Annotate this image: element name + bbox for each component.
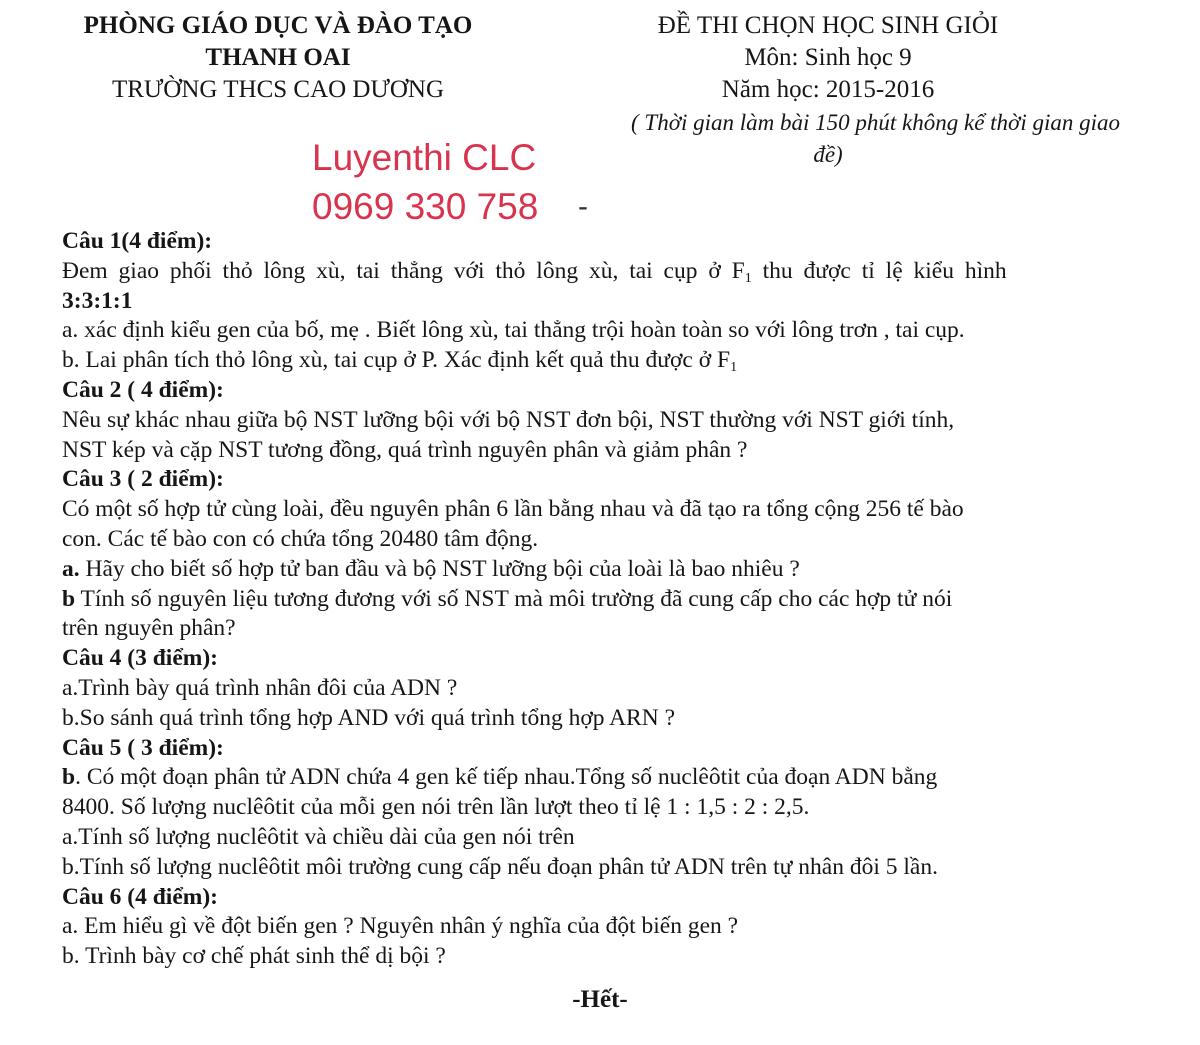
- question-5-part-b: b.Tính số lượng nuclêôtit môi trường cung cấp nếu đoạn phân tử ADN trên tự nhân đôi 5 lần.: [62, 853, 938, 880]
- question-3-line2: con. Các tế bào con có chứa tổng 20480 tâm động.: [62, 525, 539, 552]
- question-3-part-b-line2: trên nguyên phân?: [62, 615, 236, 642]
- question-2-title: Câu 2 ( 4 điểm):: [62, 376, 224, 403]
- watermark-name: Luyenthi CLC: [312, 137, 537, 178]
- exam-header: [530, 10, 1126, 170]
- part-label: b: [62, 585, 76, 612]
- question-1-part-b-text: b. Lai phân tích thỏ lông xù, tai cụp ở P. Xác định kết quả thu được ở F: [62, 347, 731, 374]
- question-4-part-b: b.So sánh quá trình tổng hợp AND với quá trình tổng hợp ARN ?: [62, 704, 676, 731]
- school-name: TRƯỜNG THCS CAO DƯƠNG: [111, 76, 445, 103]
- watermark-phone: 0969 330 758: [312, 186, 539, 227]
- exam-subject: Môn: Sinh học 9: [744, 44, 912, 71]
- question-1-part-b: [62, 346, 1112, 376]
- question-4-part-a: a.Trình bày quá trình nhân đôi của ADN ?: [62, 674, 458, 701]
- question-2-line1: Nêu sự khác nhau giữa bộ NST lưỡng bội với bộ NST đơn bội, NST thường với NST giới tính,: [62, 406, 955, 433]
- end-mark: -Hết-: [572, 986, 628, 1013]
- question-3-line1: Có một số hợp tử cùng loài, đều nguyên phân 6 lần bằng nhau và đã tạo ra tổng cộng 256 tế bào: [62, 496, 964, 523]
- question-4-title: Câu 4 (3 điểm):: [62, 645, 218, 672]
- question-6-title: Câu 6 (4 điểm):: [62, 883, 218, 910]
- question-2-line2: NST kép và cặp NST tương đồng, quá trình nguyên phân và giảm phân ?: [62, 436, 748, 463]
- question-1-text-b: thu được tỉ lệ kiểu hình: [751, 257, 1007, 284]
- question-5-part-a: a.Tính số lượng nuclêôtit và chiều dài của gen nói trên: [62, 823, 575, 850]
- question-1-text: [62, 257, 1112, 287]
- question-3-title: Câu 3 ( 2 điểm):: [62, 466, 224, 493]
- part-label: b: [62, 764, 76, 791]
- question-5-intro-line1: [62, 763, 1112, 793]
- question-5-intro-text: . Có một đoạn phân tử ADN chứa 4 gen kế tiếp nhau.Tổng số nuclêôtit của đoạn ADN bằng: [75, 764, 938, 791]
- question-3-part-b-line1: [62, 585, 1112, 615]
- question-6-part-b: b. Trình bày cơ chế phát sinh thể dị bội ?: [62, 943, 446, 970]
- time-note-line1: ( Thời gian làm bài 150 phút không kể thời gian giao: [631, 110, 1120, 135]
- question-1-part-a: a. xác định kiểu gen của bố, mẹ . Biết lông xù, tai thẳng trội hoàn toàn so với lông trơn , tai cụp.: [62, 317, 965, 344]
- question-5-title: Câu 5 ( 3 điểm):: [62, 734, 224, 761]
- question-1-ratio: 3:3:1:1: [62, 287, 133, 314]
- question-6-part-a: a. Em hiểu gì về đột biến gen ? Nguyên nhân ý nghĩa của đột biến gen ?: [62, 913, 739, 940]
- question-1-text-a: Đem giao phối thỏ lông xù, tai thẳng với thỏ lông xù, tai cụp ở F: [62, 257, 745, 284]
- subscript: 1: [730, 360, 738, 376]
- part-label: a.: [62, 555, 80, 582]
- question-3-part-a-text: Hãy cho biết số hợp tử ban đầu và bộ NST lưỡng bội của loài là bao nhiêu ?: [79, 555, 800, 582]
- question-3-part-b-text: Tính số nguyên liệu tương đương với số NST mà môi trường đã cung cấp cho các hợp tử nói: [75, 585, 953, 612]
- exam-questions: [62, 227, 1112, 972]
- exam-year: Năm học: 2015-2016: [721, 76, 935, 103]
- school-header: [0, 10, 556, 106]
- subscript: 1: [744, 270, 752, 286]
- time-note-line2: đề): [813, 142, 843, 167]
- question-3-part-a: [62, 555, 1112, 585]
- department-name: PHÒNG GIÁO DỤC VÀ ĐÀO TẠO: [83, 12, 473, 39]
- watermark-dash: -: [578, 190, 588, 223]
- question-1-title: Câu 1(4 điểm):: [62, 228, 213, 254]
- exam-title: ĐỀ THI CHỌN HỌC SINH GIỎI: [657, 12, 999, 39]
- district-name: THANH OAI: [205, 44, 351, 71]
- question-5-intro-line2: 8400. Số lượng nuclêôtit của mỗi gen nói trên lần lượt theo tỉ lệ 1 : 1,5 : 2 : 2,5.: [62, 794, 810, 821]
